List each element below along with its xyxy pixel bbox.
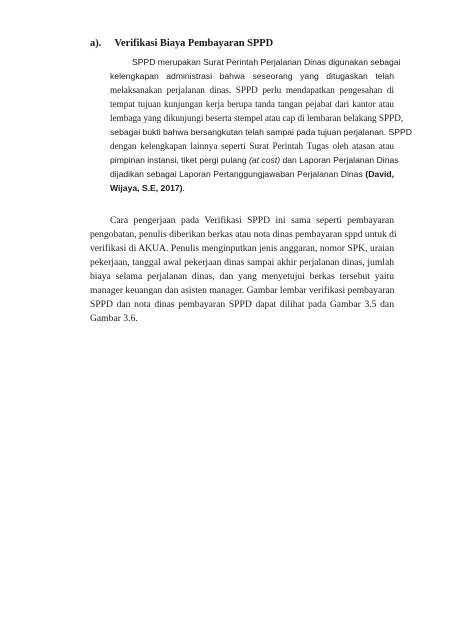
line8-text-end: dan Laporan Perjalanan Dinas xyxy=(280,155,399,165)
paragraph1-line-7: dengan kelengkapan lainnya seperti Surat Perintah Tugas oleh atasan atau xyxy=(110,141,394,151)
paragraph2-line-3: verifikasi di AKUA. Penulis menginputkan jenis anggaran, nomor SPK, uraian xyxy=(90,243,394,254)
paragraph1-line-5: lembaga yang dikunjungi beserta stempel atau cap di lembaran belakang SPPD, xyxy=(110,113,404,123)
citation-start: (David, xyxy=(365,169,394,179)
citation-period: . xyxy=(182,183,185,193)
paragraph1-line-9 xyxy=(110,168,394,180)
paragraph2-line-1: Cara pengerjaan pada Verifikasi SPPD ini sama seperti pembayaran xyxy=(110,215,394,226)
paragraph1-line-4: tempat tujuan kunjungan kerja berupa tanda tangan pejabat dari kantor atau xyxy=(110,99,394,109)
line9-text: dijadikan sebagai Laporan Pertanggungjawaban Perjalanan Dinas xyxy=(110,169,366,179)
paragraph1-line-3: melaksanakan perjalanan dinas. SPPD perlu mendapatkan pengesahan di xyxy=(110,85,394,95)
paragraph2-line-6: manager keuangan dan asisten manager. Gambar lembar verifikasi pembayaran xyxy=(90,285,395,296)
paragraph1-line-10 xyxy=(110,182,394,194)
paragraph2-line-5: biaya selama perjalanan dinas, dan yang menyetujui berkas tersebut yaitu xyxy=(90,271,394,282)
paragraph1-line-2: kelengkapan administrasi bahwa seseorang yang ditugaskan telah xyxy=(110,71,394,81)
paragraph2-line-7: SPPD dan nota dinas pembayaran SPPD dapat dilihat pada Gambar 3.5 dan xyxy=(90,299,394,310)
citation-end: Wijaya, S.E, 2017) xyxy=(110,183,183,193)
at-cost-italic: (at cost) xyxy=(249,155,281,165)
paragraph2-line-2: pengobatan, penulis diberikan berkas atau nota dinas pembayaran sppd untuk di xyxy=(90,229,397,240)
section-number: a). xyxy=(90,38,102,49)
section-heading xyxy=(90,38,273,49)
paragraph2-line-4: pekerjaan, tanggal awal pekerjaan dinas sampai akhir perjalanan dinas, jumlah xyxy=(90,257,394,268)
paragraph2-line-8: Gambar 3.6. xyxy=(90,313,138,324)
paragraph1-line-1: SPPD merupakan Surat Perintah Perjalanan Dinas digunakan sebagai xyxy=(132,57,401,67)
paragraph1-line-6: sebagai bukti bahwa bersangkutan telah sampai pada tujuan perjalanan. SPPD xyxy=(110,127,412,137)
paragraph1-line-8 xyxy=(110,154,399,166)
line8-text-start: pimpinan instansi, tiket pergi pulang xyxy=(110,155,250,165)
section-title: Verifikasi Biaya Pembayaran SPPD xyxy=(114,38,274,49)
